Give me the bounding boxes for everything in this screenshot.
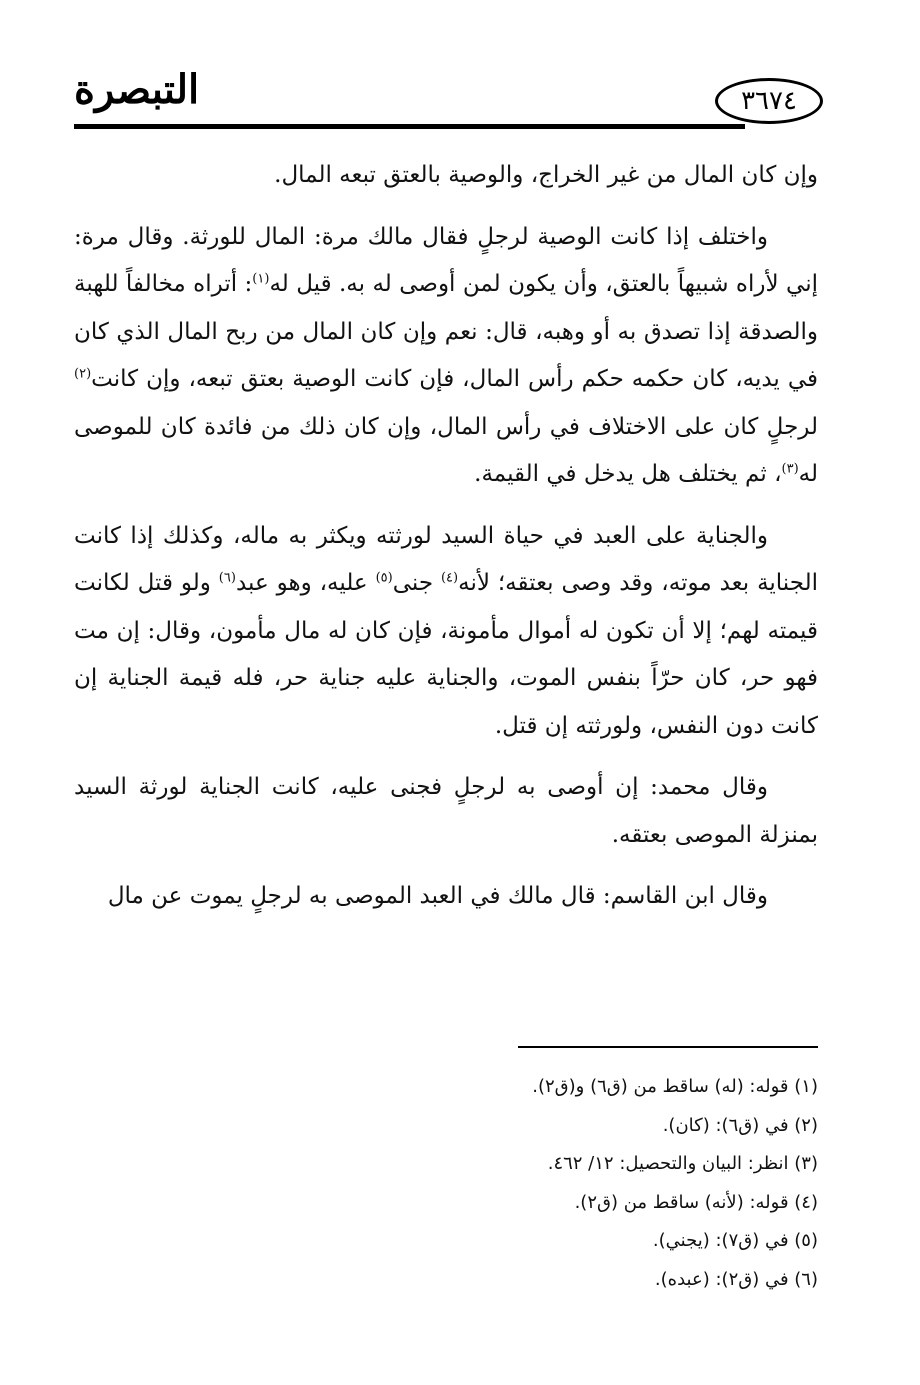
page-number: ٣٦٧٤ <box>741 86 797 116</box>
paragraph-text: جنى <box>392 570 441 596</box>
footnote-marker: (٢) <box>74 366 92 382</box>
footnote-separator <box>518 1046 818 1048</box>
footnote-marker: (٥) <box>375 570 393 586</box>
footnote: (٤) قوله: (لأنه) ساقط من (ق٢). <box>574 1191 818 1213</box>
main-text <box>74 152 818 935</box>
paragraph-text: وإن كان المال من غير الخراج، والوصية بالعتق تبعه المال. <box>274 162 818 188</box>
footnote: (١) قوله: (له) ساقط من (ق٦) و(ق٢). <box>532 1076 818 1097</box>
paragraph-text: وقال محمد: إن أوصى به لرجلٍ فجنى عليه، كانت الجناية لورثة السيد بمنزلة الموصى بعتقه. <box>74 774 818 848</box>
paragraph-text: : أتراه مخالفاً للهبة والصدقة إذا تصدق به أو وهبه، قال: نعم وإن كان المال من ربح المال الذي كان في يديه، كان حكمه حكم رأس المال، فإن كانت الوصية بعتق تبعه، وإن كانت <box>74 271 818 392</box>
paragraph-text: ، ثم يختلف هل يدخل في القيمة. <box>474 461 782 487</box>
footnote: (٣) انظر: البيان والتحصيل: ١٢/ ٤٦٢. <box>547 1153 818 1174</box>
footnote-marker: (٤) <box>440 570 459 586</box>
paragraph-text: ولو قتل لكانت قيمته لهم؛ إلا أن تكون له أموال مأمونة، فإن كان له مال مأمون، وقال: إن مت فهو حر، كان حرّاً بنفس الموت، والجناية عليه جناية حر، فله قيمة الجناية إن كانت دون النفس، ولورثته إن قتل. <box>74 570 818 739</box>
paragraph-text: واختلف إذا كانت الوصية لرجلٍ فقال مالك مرة: المال للورثة. وقال مرة: إني لأراه شبيهاً بالعتق، وأن يكون لمن أوصى له به. قيل له <box>74 223 818 297</box>
footnotes <box>74 1068 818 1299</box>
paragraph-text: لرجلٍ كان على الاختلاف في رأس المال، وإن كان ذلك من فائدة كان للموصى له <box>74 413 818 487</box>
paragraph-text: والجناية على العبد في حياة السيد لورثته ويكثر به ماله، وكذلك إذا كانت الجناية بعد موته، وقد وصى بعتقه؛ لأنه <box>74 522 818 596</box>
footnote: (٦) في (ق٢): (عبده). <box>654 1268 818 1290</box>
paragraph-text: وقال ابن القاسم: قال مالك في العبد الموصى به لرجلٍ يموت عن مال <box>107 883 768 909</box>
paragraph-text: عليه، وهو عبد <box>235 570 376 596</box>
paragraph <box>74 214 818 499</box>
book-title-logo: التبصرة <box>74 66 200 113</box>
footnote-marker: (٣) <box>781 461 799 477</box>
footnote-marker: (١) <box>252 271 270 287</box>
footnote-marker: (٦) <box>218 570 236 586</box>
paragraph <box>74 513 818 751</box>
paragraph <box>74 152 818 200</box>
paragraph <box>74 873 818 921</box>
page-number-frame <box>715 78 823 124</box>
page-header <box>0 58 920 138</box>
footnote: (٢) في (ق٦): (كان). <box>662 1114 818 1136</box>
paragraph <box>74 764 818 859</box>
footnote: (٥) في (ق٧): (يجني). <box>652 1230 818 1251</box>
header-rule <box>74 124 745 129</box>
